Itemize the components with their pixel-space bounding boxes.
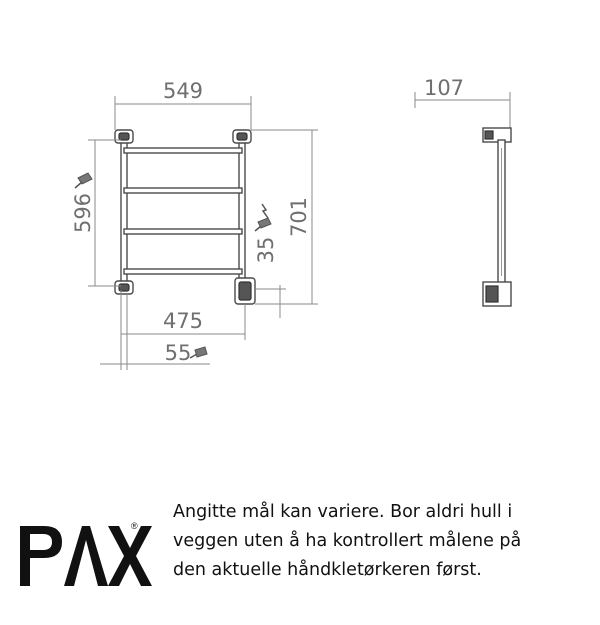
bracket-inner bbox=[119, 284, 129, 291]
dim-valve-offset: 35 bbox=[254, 236, 278, 264]
dim-mount-spacing: 475 bbox=[162, 309, 204, 333]
dim-overall-height: 701 bbox=[287, 196, 311, 238]
right-post bbox=[239, 140, 245, 286]
screw-icon bbox=[190, 347, 207, 358]
towel-bar bbox=[124, 269, 242, 274]
bracket-inner bbox=[237, 133, 247, 140]
disclaimer-line: Angitte mål kan variere. Bor aldri hull i bbox=[173, 502, 513, 522]
disclaimer-line: veggen uten å ha kontrollert målene på bbox=[173, 531, 522, 551]
front-view bbox=[115, 130, 255, 304]
screw-icon bbox=[75, 173, 92, 188]
dim-overall-width: 549 bbox=[162, 79, 204, 103]
electric-icon bbox=[255, 204, 271, 231]
dim-mount-height: 596 bbox=[71, 192, 95, 234]
towel-bar bbox=[124, 229, 242, 234]
towel-bars bbox=[124, 148, 242, 274]
side-view bbox=[415, 76, 511, 306]
disclaimer-line: den aktuelle håndkletørkeren først. bbox=[173, 560, 482, 580]
heating-element-inner bbox=[239, 282, 251, 300]
left-post bbox=[121, 140, 127, 286]
towel-bar bbox=[124, 148, 242, 153]
registered-mark: ® bbox=[131, 521, 138, 531]
side-bracket-inner bbox=[485, 131, 493, 139]
side-bracket-inner bbox=[486, 286, 498, 302]
bracket-inner bbox=[119, 133, 129, 140]
disclaimer-text bbox=[173, 498, 583, 585]
dim-depth: 107 bbox=[423, 76, 465, 100]
dim-pipe-offset: 55 bbox=[164, 341, 192, 365]
towel-bar bbox=[124, 188, 242, 193]
